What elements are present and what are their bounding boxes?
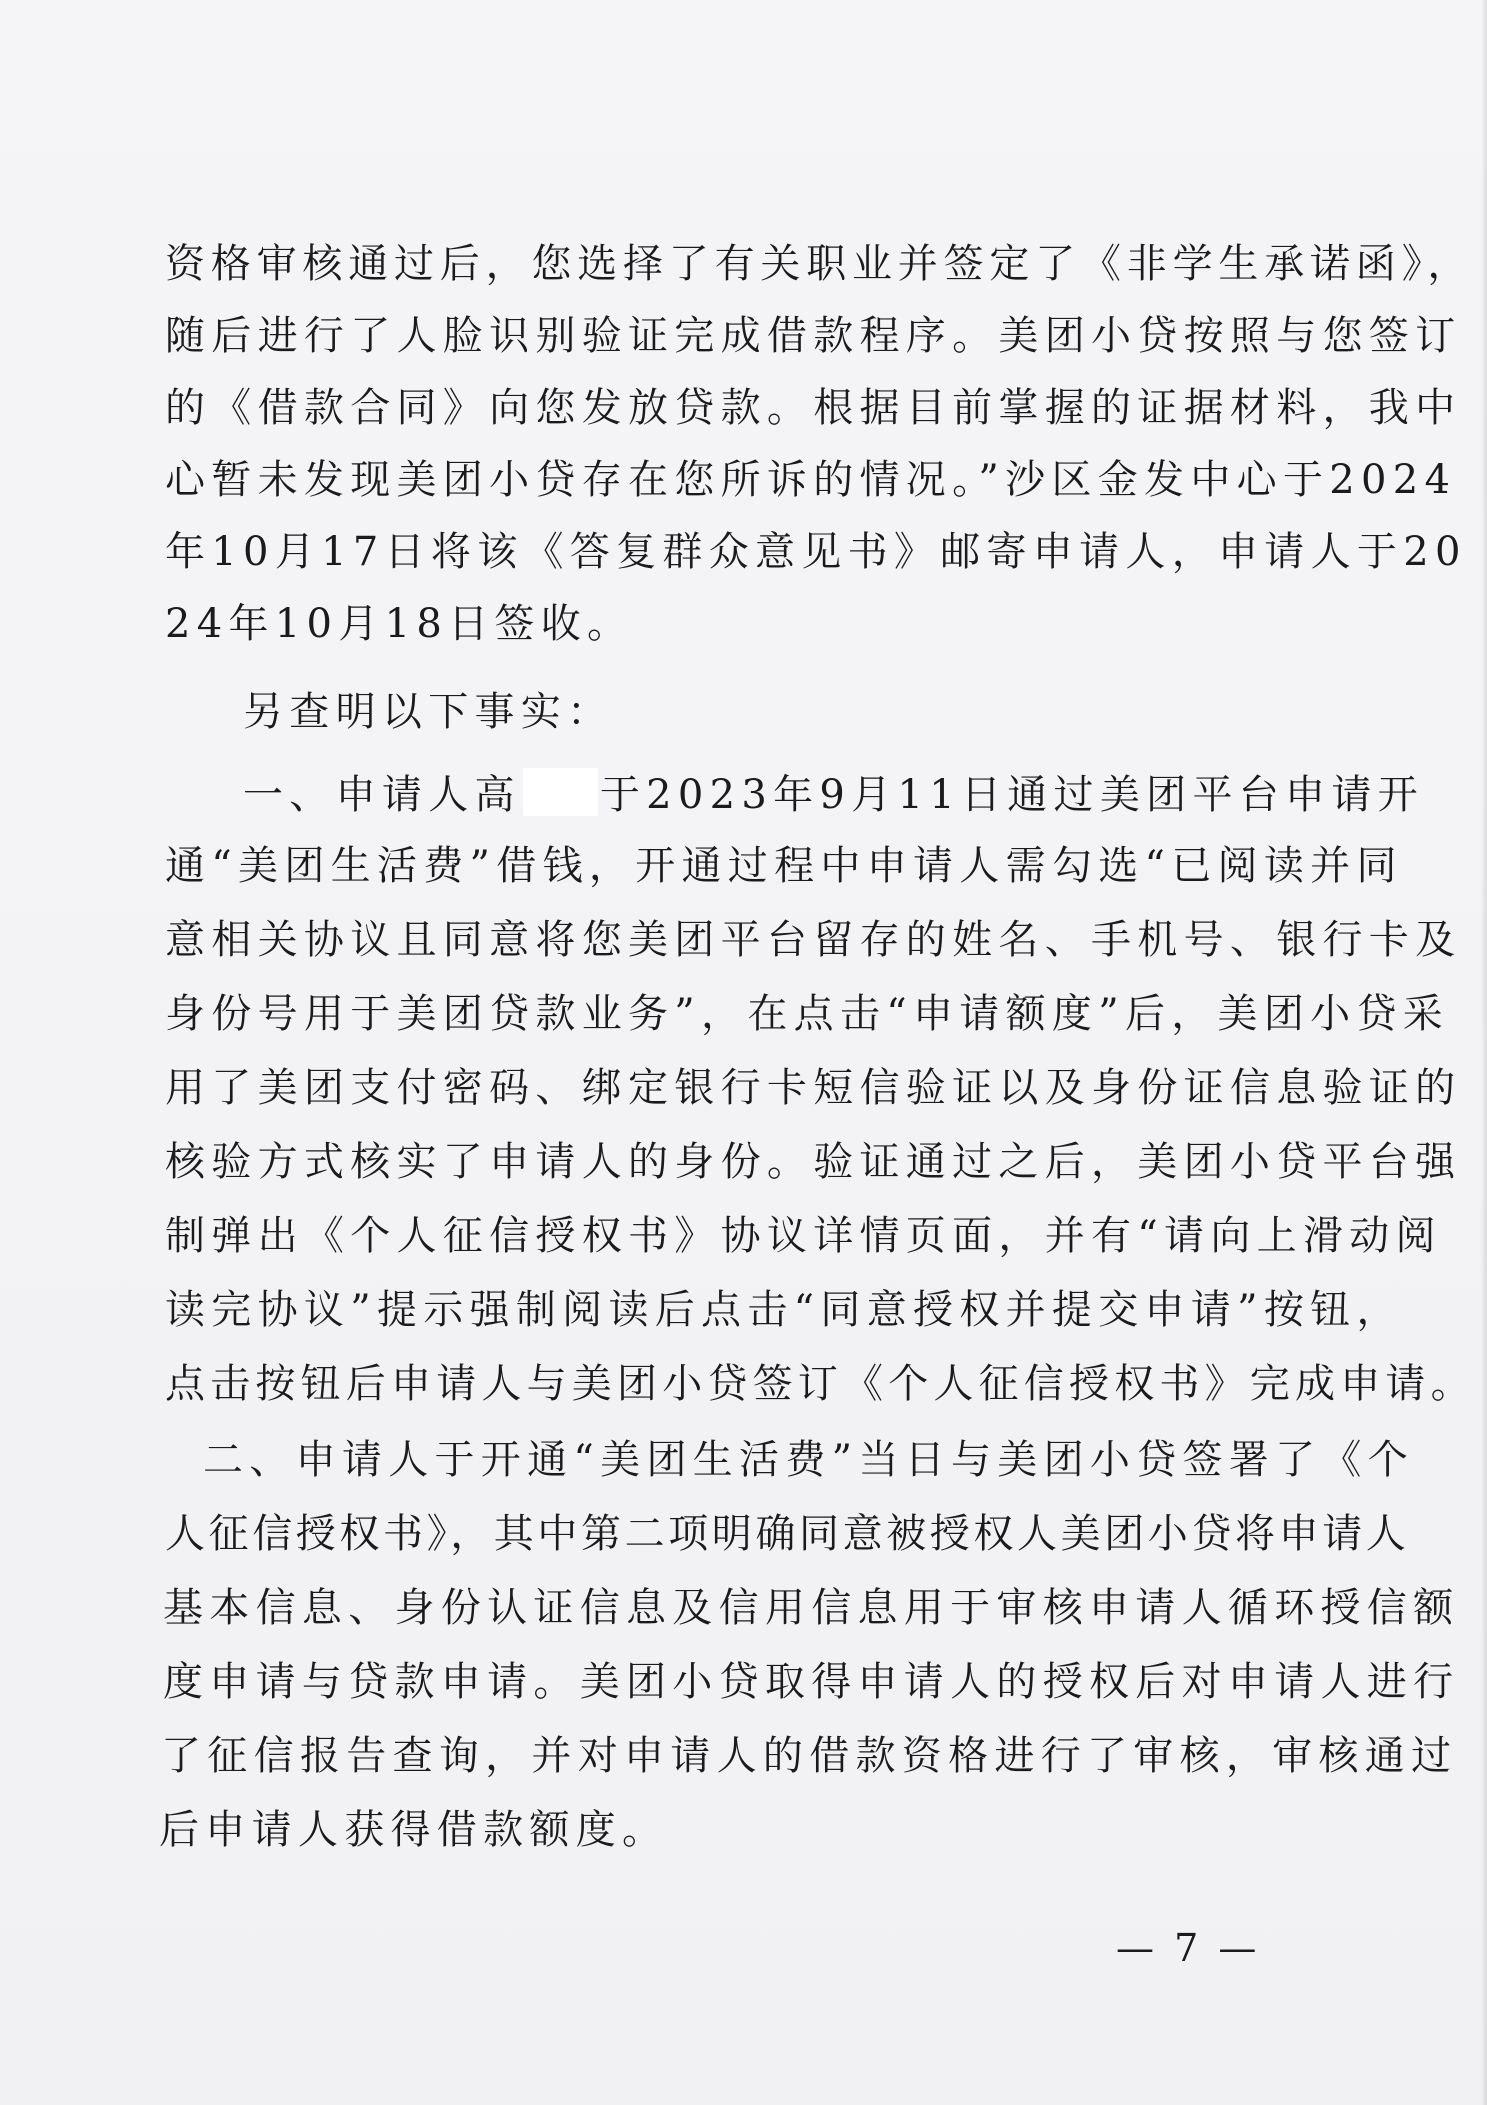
body-line: 度申请与贷款申请。美团小贷取得申请人的授权后对申请人进行 bbox=[163, 1659, 1460, 1705]
page-number: — 7 — bbox=[1116, 1926, 1261, 1970]
body-line: 另查明以下事实： bbox=[243, 689, 614, 735]
body-line: 随后进行了人脸识别验证完成借款程序。美团小贷按照与您签订 bbox=[165, 313, 1462, 359]
body-line: 24年10月18日签收。 bbox=[165, 601, 634, 647]
body-line: 了征信报告查询，并对申请人的借款资格进行了审核，审核通过 bbox=[161, 1733, 1458, 1779]
body-line bbox=[243, 768, 1424, 819]
page-edge-shadow bbox=[1481, 0, 1487, 2105]
body-line: 人征信授权书》，其中第二项明确同意被授权人美团小贷将申请人 bbox=[165, 1511, 1410, 1557]
body-line: 制弹出《个人征信授权书》协议详情页面，并有“请向上滑动阅 bbox=[165, 1213, 1442, 1259]
body-line: 用了美团支付密码、绑定银行卡短信验证以及身份证信息验证的 bbox=[165, 1065, 1462, 1111]
body-line: 的《借款合同》向您发放贷款。根据目前掌握的证据材料，我中 bbox=[165, 385, 1462, 431]
body-line: 核验方式核实了申请人的身份。验证通过之后，美团小贷平台强 bbox=[165, 1139, 1462, 1185]
body-line: 基本信息、身份认证信息及信用信息用于审核申请人循环授信额 bbox=[163, 1585, 1460, 1631]
body-line: 资格审核通过后，您选择了有关职业并签定了《非学生承诺函》， bbox=[165, 241, 1474, 287]
body-line: 年10月17日将该《答复群众意见书》邮寄申请人，申请人于20 bbox=[165, 529, 1467, 575]
body-line: 身份号用于美团贷款业务”，在点击“申请额度”后，美团小贷采 bbox=[165, 991, 1450, 1037]
body-line: 二、申请人于开通“美团生活费”当日与美团小贷签署了《个 bbox=[203, 1437, 1414, 1483]
body-line: 通“美团生活费”借钱，开通过程中申请人需勾选“已阅读并同 bbox=[165, 843, 1403, 889]
body-line: 心暂未发现美团小贷存在您所诉的情况。”沙区金发中心于2024 bbox=[165, 457, 1457, 503]
line-segment: 一、申请人高 bbox=[243, 772, 521, 818]
body-line: 后申请人获得借款额度。 bbox=[159, 1807, 669, 1853]
body-line: 意相关协议且同意将您美团平台留存的姓名、手机号、银行卡及 bbox=[165, 917, 1462, 963]
body-line: 点击按钮后申请人与美团小贷签订《个人征信授权书》完成申请。 bbox=[165, 1361, 1476, 1407]
line-segment: 于2023年9月11日通过美团平台申请开 bbox=[599, 772, 1424, 818]
redaction-box bbox=[523, 768, 598, 816]
body-line: 读完协议”提示强制阅读后点击“同意授权并提交申请”按钮， bbox=[165, 1287, 1403, 1333]
